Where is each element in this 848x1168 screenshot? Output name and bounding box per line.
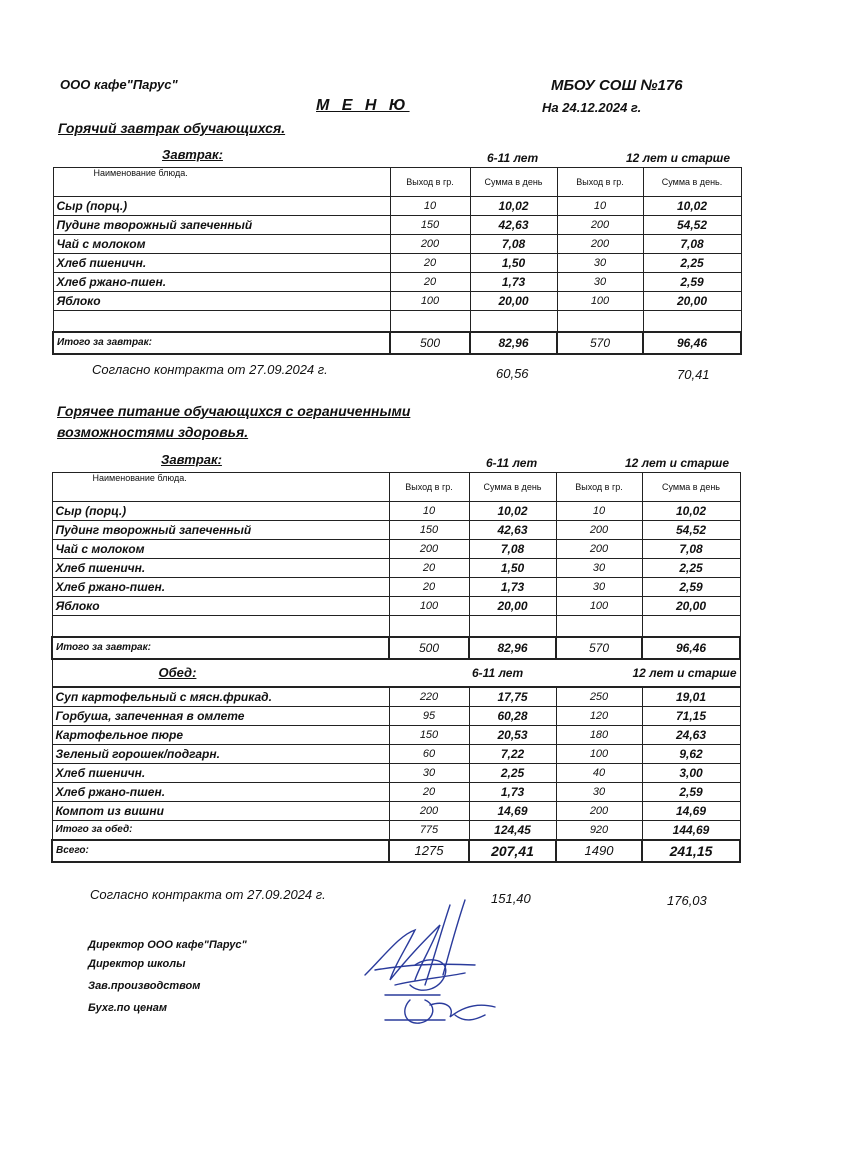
- sum-12-plus: 71,15: [642, 707, 740, 726]
- sum-12-plus: 96,46: [643, 332, 741, 354]
- menu-row: [52, 802, 740, 821]
- weight-12-plus: 100: [556, 745, 642, 764]
- sum-12-plus: 20,00: [642, 597, 740, 616]
- weight-12-plus: 1490: [556, 840, 642, 862]
- weight-6-11: 100: [389, 597, 469, 616]
- section1-age-group-2: 12 лет и старше: [626, 151, 731, 165]
- sum-12-plus: 2,59: [642, 578, 740, 597]
- sum-12-plus: 54,52: [642, 521, 740, 540]
- handwritten-signature: [355, 895, 515, 1045]
- weight-6-11: 150: [389, 726, 469, 745]
- menu-row: [52, 521, 740, 540]
- weight-12-plus: 30: [556, 559, 642, 578]
- dish-name: Всего:: [52, 840, 389, 862]
- section2-breakfast-label: Завтрак:: [161, 452, 222, 467]
- weight-6-11: 150: [390, 216, 470, 235]
- breakfast-total-row: [52, 637, 740, 659]
- section1-title: Горячий завтрак обучающихся.: [58, 120, 286, 136]
- section2-title: Горячее питание обучающихся с ограниченными возможностями здоровья.: [57, 403, 411, 440]
- weight-12-plus: 200: [556, 521, 642, 540]
- dish-name: Сыр (порц.): [52, 502, 389, 521]
- weight-12-plus: 40: [556, 764, 642, 783]
- dish-name: Пудинг творожный запеченный: [53, 216, 390, 235]
- sum-6-11: 1,50: [470, 254, 557, 273]
- section1-menu-table: [52, 167, 742, 355]
- dish-name: Хлеб ржано-пшен.: [52, 783, 389, 802]
- section2-menu-table: [51, 472, 741, 863]
- dish-name: Компот из вишни: [52, 802, 389, 821]
- weight-12-plus: 180: [556, 726, 642, 745]
- sum-6-11: 20,53: [469, 726, 556, 745]
- section1-header-sum-1: Сумма в день: [470, 168, 557, 197]
- sum-12-plus: 24,63: [642, 726, 740, 745]
- weight-6-11: 775: [389, 821, 469, 841]
- menu-row: [52, 540, 740, 559]
- sum-12-plus: 54,52: [643, 216, 741, 235]
- weight-12-plus: 570: [557, 332, 643, 354]
- section2-lunch-age-group-2: 12 лет и старше: [632, 666, 737, 680]
- sum-6-11: 207,41: [469, 840, 556, 862]
- sum-12-plus: 7,08: [643, 235, 741, 254]
- dish-name: Хлеб пшеничн.: [52, 764, 389, 783]
- section2-header-weight-2: Выход в гр.: [556, 473, 642, 502]
- dish-name: Пудинг творожный запеченный: [52, 521, 389, 540]
- empty-row: [53, 311, 741, 333]
- section2-contract-value-2: 176,03: [667, 893, 707, 908]
- weight-6-11: 60: [389, 745, 469, 764]
- dish-name: Хлеб ржано-пшен.: [52, 578, 389, 597]
- sum-12-plus: 2,59: [642, 783, 740, 802]
- sum-6-11: 82,96: [470, 332, 557, 354]
- sum-6-11: 1,73: [469, 578, 556, 597]
- weight-6-11: 200: [390, 235, 470, 254]
- section1-header-weight-1: Выход в гр.: [390, 168, 470, 197]
- section1-breakfast-label: Завтрак:: [162, 147, 223, 162]
- menu-row: [52, 687, 740, 707]
- dish-name: Хлеб ржано-пшен.: [53, 273, 390, 292]
- signature-director-school: Директор школы: [88, 958, 186, 970]
- weight-6-11: 10: [389, 502, 469, 521]
- dish-name: Итого за завтрак:: [53, 332, 390, 354]
- weight-12-plus: 100: [556, 597, 642, 616]
- section1-contract-value-1: 60,56: [496, 366, 529, 381]
- menu-row: [52, 783, 740, 802]
- sum-12-plus: 7,08: [642, 540, 740, 559]
- weight-12-plus: 250: [556, 687, 642, 707]
- menu-row: [53, 273, 741, 292]
- dish-name: Суп картофельный с мясн.фрикад.: [52, 687, 389, 707]
- sum-6-11: 7,08: [469, 540, 556, 559]
- weight-12-plus: 10: [557, 197, 643, 216]
- school-name: МБОУ СОШ №176: [551, 77, 683, 94]
- section2-header-weight-1: Выход в гр.: [389, 473, 469, 502]
- dish-name: Картофельное пюре: [52, 726, 389, 745]
- weight-6-11: 150: [389, 521, 469, 540]
- section2-age-group-2: 12 лет и старше: [625, 456, 730, 470]
- sum-6-11: 124,45: [469, 821, 556, 841]
- sum-12-plus: 2,25: [643, 254, 741, 273]
- section2-lunch-label: Обед:: [158, 665, 197, 680]
- weight-6-11: 1275: [389, 840, 469, 862]
- sum-6-11: 2,25: [469, 764, 556, 783]
- weight-12-plus: 30: [556, 783, 642, 802]
- section1-header-sum-2: Сумма в день.: [643, 168, 741, 197]
- dish-name: Хлеб пшеничн.: [52, 559, 389, 578]
- weight-12-plus: 30: [557, 254, 643, 273]
- sum-12-plus: 9,62: [642, 745, 740, 764]
- sum-6-11: 10,02: [470, 197, 557, 216]
- sum-12-plus: 3,00: [642, 764, 740, 783]
- sum-6-11: 7,08: [470, 235, 557, 254]
- sum-12-plus: 96,46: [642, 637, 740, 659]
- section1-header-weight-2: Выход в гр.: [557, 168, 643, 197]
- sum-12-plus: 14,69: [642, 802, 740, 821]
- menu-row: [53, 292, 741, 311]
- weight-12-plus: 920: [556, 821, 642, 841]
- menu-row: [52, 597, 740, 616]
- weight-12-plus: 120: [556, 707, 642, 726]
- organization-name: ООО кафе"Парус": [60, 77, 178, 92]
- weight-12-plus: 570: [556, 637, 642, 659]
- sum-6-11: 7,22: [469, 745, 556, 764]
- dish-name: Чай с молоком: [52, 540, 389, 559]
- sum-12-plus: 19,01: [642, 687, 740, 707]
- section1-age-group-1: 6-11 лет: [487, 151, 539, 165]
- dish-name: Зеленый горошек/подгарн.: [52, 745, 389, 764]
- weight-6-11: 95: [389, 707, 469, 726]
- total-row: [53, 332, 741, 354]
- signature-director-cafe: Директор ООО кафе"Парус": [88, 939, 247, 951]
- menu-row: [52, 764, 740, 783]
- weight-12-plus: 200: [556, 540, 642, 559]
- weight-6-11: 20: [389, 783, 469, 802]
- weight-12-plus: 30: [557, 273, 643, 292]
- weight-6-11: 30: [389, 764, 469, 783]
- weight-6-11: 20: [389, 559, 469, 578]
- weight-6-11: 500: [390, 332, 470, 354]
- weight-12-plus: 30: [556, 578, 642, 597]
- weight-12-plus: 10: [556, 502, 642, 521]
- weight-6-11: 20: [389, 578, 469, 597]
- sum-12-plus: 241,15: [642, 840, 740, 862]
- sum-12-plus: 10,02: [642, 502, 740, 521]
- dish-name: Яблоко: [53, 292, 390, 311]
- menu-row: [52, 707, 740, 726]
- sum-6-11: 82,96: [469, 637, 556, 659]
- section2-header-sum-2: Сумма в день: [642, 473, 740, 502]
- section2-header-sum-1: Сумма в день: [469, 473, 556, 502]
- weight-6-11: 20: [390, 273, 470, 292]
- lunch-header-row: [52, 659, 740, 687]
- menu-row: [52, 578, 740, 597]
- weight-12-plus: 200: [556, 802, 642, 821]
- sum-12-plus: 2,59: [643, 273, 741, 292]
- menu-row: [53, 254, 741, 273]
- sum-6-11: 10,02: [469, 502, 556, 521]
- empty-row: [52, 616, 740, 638]
- sum-6-11: 1,73: [470, 273, 557, 292]
- dish-name: Чай с молоком: [53, 235, 390, 254]
- signature-production-head: Зав.производством: [88, 980, 201, 992]
- dish-name: Итого за обед:: [52, 821, 389, 841]
- weight-6-11: 200: [389, 540, 469, 559]
- dish-name: Яблоко: [52, 597, 389, 616]
- sum-6-11: 1,73: [469, 783, 556, 802]
- menu-row: [53, 197, 741, 216]
- section2-contract-value-1: 151,40: [491, 891, 531, 906]
- weight-6-11: 100: [390, 292, 470, 311]
- weight-6-11: 20: [390, 254, 470, 273]
- section1-contract-value-2: 70,41: [677, 367, 710, 382]
- dish-name: Горбуша, запеченная в омлете: [52, 707, 389, 726]
- sum-12-plus: 20,00: [643, 292, 741, 311]
- weight-6-11: 220: [389, 687, 469, 707]
- weight-12-plus: 100: [557, 292, 643, 311]
- section1-contract-label: Согласно контракта от 27.09.2024 г.: [92, 362, 328, 377]
- weight-6-11: 500: [389, 637, 469, 659]
- sum-6-11: 20,00: [469, 597, 556, 616]
- section1-header-name: Наименование блюда.: [53, 168, 390, 197]
- weight-6-11: 200: [389, 802, 469, 821]
- sum-6-11: 20,00: [470, 292, 557, 311]
- lunch-total-row: [52, 821, 740, 841]
- weight-6-11: 10: [390, 197, 470, 216]
- section2-lunch-age-group-1: 6-11 лет: [472, 666, 524, 680]
- sum-6-11: 42,63: [469, 521, 556, 540]
- section2-age-group-1: 6-11 лет: [486, 456, 538, 470]
- page-title: М Е Н Ю: [316, 97, 410, 114]
- grand-total-row: [52, 840, 740, 862]
- dish-name: Итого за завтрак:: [52, 637, 389, 659]
- sum-12-plus: 144,69: [642, 821, 740, 841]
- section2-header-name: Наименование блюда.: [52, 473, 389, 502]
- sum-6-11: 14,69: [469, 802, 556, 821]
- menu-row: [52, 502, 740, 521]
- weight-12-plus: 200: [557, 235, 643, 254]
- sum-6-11: 42,63: [470, 216, 557, 235]
- section2-contract-label: Согласно контракта от 27.09.2024 г.: [90, 887, 326, 902]
- sum-6-11: 17,75: [469, 687, 556, 707]
- sum-6-11: 60,28: [469, 707, 556, 726]
- dish-name: Сыр (порц.): [53, 197, 390, 216]
- menu-row: [53, 216, 741, 235]
- dish-name: Хлеб пшеничн.: [53, 254, 390, 273]
- sum-6-11: 1,50: [469, 559, 556, 578]
- menu-row: [53, 235, 741, 254]
- sum-12-plus: 2,25: [642, 559, 740, 578]
- menu-date: На 24.12.2024 г.: [542, 100, 642, 115]
- signature-accountant: Бухг.по ценам: [88, 1002, 167, 1014]
- sum-12-plus: 10,02: [643, 197, 741, 216]
- menu-row: [52, 726, 740, 745]
- menu-row: [52, 745, 740, 764]
- weight-12-plus: 200: [557, 216, 643, 235]
- menu-row: [52, 559, 740, 578]
